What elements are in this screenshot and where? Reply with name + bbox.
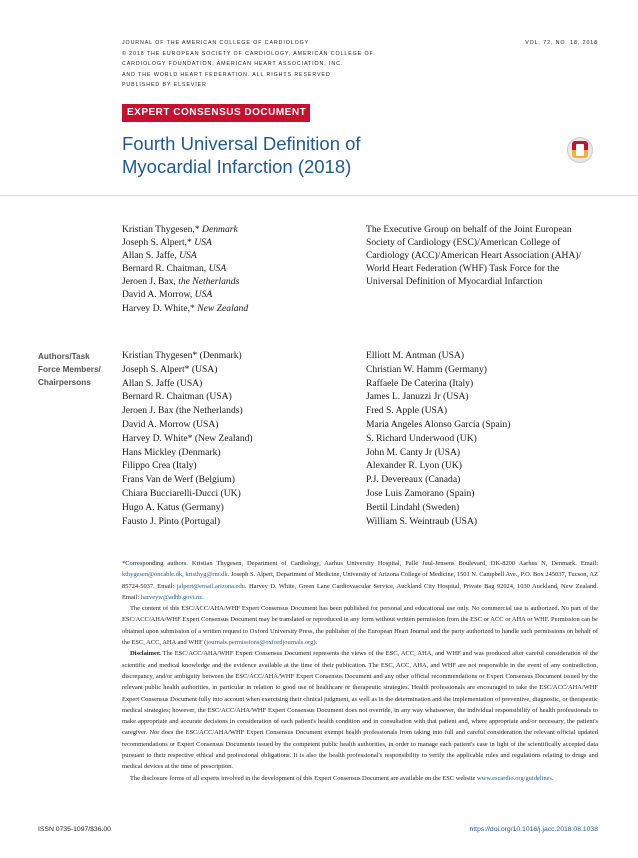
- task-force-member: Hugo A. Katus (Germany): [122, 501, 224, 513]
- task-force-label: [38, 350, 114, 389]
- volume-info: VOL. 72, NO. 18, 2018: [525, 40, 598, 46]
- task-force-member: Kristian Thygesen* (Denmark): [122, 350, 242, 361]
- email-link[interactable]: harveyw@adhb.govt.nz: [140, 593, 203, 601]
- page-title: [122, 132, 512, 178]
- footnotes: [122, 558, 598, 784]
- task-force-member: P.J. Devereaux (Canada): [366, 474, 461, 486]
- task-force-member: Filippo Crea (Italy): [122, 460, 197, 472]
- permissions-note: The content of this ESC/ACC/AHA/WHF Expert Consensus Document has been published for personal and educational use only. No commercial use is authorized. No part of the ESC/ACC/AHA/WHF Expert Consensus Document may be translated or reproduced in any form without written permission from the ESC or ACC or AHA or WHF. Permission can be obtained upon submission of a written request to Oxford University Press, the publisher of the European Heart Journal and the party authorized to handle such permissions on behalf of the ESC, ACC, AHA and WHF (journals.permissions@oxfordjournals.org).: [122, 605, 598, 647]
- divider: [0, 195, 638, 196]
- doi-link[interactable]: https://doi.org/10.1016/j.jacc.2018.08.1038: [469, 826, 598, 833]
- task-force-member: Bertil Lindahl (Sweden): [366, 501, 460, 513]
- lead-author: Joseph S. Alpert,* USA: [122, 237, 212, 249]
- lead-author: Kristian Thygesen,* Denmark: [122, 224, 238, 235]
- lead-author: Bernard R. Chaitman, USA: [122, 263, 227, 275]
- disclaimer-label: Disclaimer.: [130, 650, 161, 658]
- esc-guidelines-link[interactable]: www.escardio.org/guidelines: [477, 774, 552, 782]
- executive-group-line: Cardiology (ACC)/American Heart Association (AHA)/: [366, 250, 582, 262]
- task-force-member: Jeroen J. Bax (the Netherlands): [122, 405, 243, 417]
- task-force-member: John M. Canty Jr (USA): [366, 446, 461, 458]
- email-link[interactable]: jalpert@email.arizona.edu: [176, 582, 245, 590]
- correspondence-note: *Corresponding authors. Kristian Thygesen, Department of Cardiology, Aarhus University Hospital, Palle Juul-Jensens Boulevard, DK-8200 Aarhus N, Denmark. Email: kthygesen@oncable.dk, kristhyg@rm.dk. Joseph S. Alpert, Department of Medicine, University of Arizona College of Medicine, 1501 N. Campbell Ave., P.O. Box 245037, Tucson, AZ 85724-5037. Email: jalpert@email.arizona.edu. Harvey D. White, Green Lane Cardiovascular Service, Auckland City Hospital, Private Bag 92024, 1030 Auckland, New Zealand. Email: harveyw@adhb.govt.nz.: [122, 560, 599, 601]
- task-force-member: Joseph S. Alpert* (USA): [122, 363, 218, 375]
- lead-authors: [122, 223, 248, 315]
- disclosure-note: The disclosure forms of all experts involved in the development of this Expert Consensus Document are available on the ESC website www.escardio.org/guidelines.: [130, 774, 554, 782]
- task-force-member: Bernard R. Chaitman (USA): [122, 391, 232, 403]
- task-force-member: Hans Mickley (Denmark): [122, 446, 221, 458]
- task-force-member: Chiara Bucciarelli-Ducci (UK): [122, 487, 241, 499]
- task-force-label-line: Force Members/: [38, 365, 101, 374]
- journal-header-line: © 2018 THE EUROPEAN SOCIETY OF CARDIOLOGY, AMERICAN COLLEGE OF: [122, 50, 374, 57]
- task-force-member: Frans Van de Werf (Belgium): [122, 474, 235, 486]
- task-force-member: Elliott M. Antman (USA): [366, 350, 465, 361]
- document-type-badge: EXPERT CONSENSUS DOCUMENT: [122, 104, 310, 122]
- lead-author: Allan S. Jaffe, USA: [122, 250, 197, 262]
- permissions-email-link[interactable]: journals.permissions@oxfordjournals.org: [206, 639, 314, 647]
- executive-group-line: Universal Definition of Myocardial Infarction: [366, 276, 543, 288]
- task-force-list-right: [366, 349, 510, 528]
- disclaimer-note: Disclaimer. The ESC/ACC/AHA/WHF Expert Consensus Document represents the views of the ESC, ACC, AHA, and WHF and was produced after careful consideration of the scientific and medical knowledge and the evidence available at the time of their publication. The ESC, ACC, AHA, and WHF are not responsible in the event of any contradiction, discrepancy, and/or ambiguity between the ESC/ACC/AHA/WHF Expert Consensus Document and any other official recommendations or Expert Consensus Document issued by the relevant public health authorities, in particular in relation to good use of healthcare or therapeutic strategies. Health professionals are encouraged to take the ESC/ACC/AHA/WHF Expert Consensus Document fully into account when exercising their clinical judgment, as well as in the determination and the implementation of preventive, diagnostic, or therapeutic medical strategies; however, the ESC/ACC/AHA/WHF Expert Consensus Document does not override, in any way whatsoever, the individual responsibility of health professionals to make appropriate and accurate decisions in consideration of each patient's health condition and in consultation with that patient and, where appropriate and/or necessary, the patient's caregiver. Nor does the ESC/ACC/AHA/WHF Expert Consensus Document exempt health professionals from taking into full and careful consideration the relevant official updated recommendations or Expert Consensus Documents issued by the competent public health authorities, in order to manage each patient's case in light of the scientifically accepted data pursuant to their respective ethical and professional obligations. It is also the health professional's responsibility to verify the applicable rules and regulations relating to drugs and medical devices at the time of prescription.: [122, 650, 598, 771]
- task-force-label-line: Authors/Task: [38, 352, 90, 361]
- crossmark-bookmark-shape: [576, 144, 584, 156]
- title-line: Myocardial Infarction (2018): [122, 156, 352, 177]
- executive-group-line: Society of Cardiology (ESC)/American College of: [366, 237, 561, 249]
- journal-header-line: AND THE WORLD HEART FEDERATION. ALL RIGHTS RESERVED: [122, 71, 331, 78]
- journal-header-line: PUBLISHED BY ELSEVIER: [122, 82, 207, 89]
- task-force-member: Allan S. Jaffe (USA): [122, 377, 203, 389]
- task-force-label-line: Chairpersons: [38, 378, 91, 387]
- task-force-member: Alexander R. Lyon (UK): [366, 460, 462, 472]
- crossmark-icon[interactable]: [567, 137, 593, 163]
- lead-author: Harvey D. White,* New Zealand: [122, 302, 249, 314]
- email-link[interactable]: kristhyg@rm.dk: [185, 571, 228, 579]
- lead-author: Jeroen J. Bax, the Netherlands: [122, 276, 240, 288]
- title-line: Fourth Universal Definition of: [122, 133, 361, 154]
- executive-group-line: The Executive Group on behalf of the Joint European: [366, 224, 572, 235]
- task-force-member: Christian W. Hamm (Germany): [366, 363, 487, 375]
- task-force-list-left: [122, 349, 253, 528]
- journal-header-line: CARDIOLOGY FOUNDATION, AMERICAN HEART ASSOCIATION, INC.: [122, 61, 344, 68]
- lead-author: David A. Morrow, USA: [122, 289, 213, 301]
- task-force-member: S. Richard Underwood (UK): [366, 432, 477, 444]
- task-force-member: James L. Januzzi Jr (USA): [366, 391, 469, 403]
- executive-group: [366, 223, 598, 288]
- task-force-member: Jose Luis Zamorano (Spain): [366, 487, 475, 499]
- task-force-member: Maria Angeles Alonso Garcia (Spain): [366, 418, 511, 430]
- task-force-member: William S. Weintraub (USA): [366, 515, 478, 527]
- task-force-member: David A. Morrow (USA): [122, 418, 219, 430]
- executive-group-line: World Heart Federation (WHF) Task Force for the: [366, 263, 560, 275]
- task-force-member: Raffaele De Caterina (Italy): [366, 377, 474, 389]
- email-link[interactable]: kthygesen@oncable.dk: [122, 571, 183, 579]
- task-force-member: Fausto J. Pinto (Portugal): [122, 515, 221, 527]
- task-force-member: Harvey D. White* (New Zealand): [122, 432, 253, 444]
- journal-header-line: JOURNAL OF THE AMERICAN COLLEGE OF CARDIOLOGY: [122, 40, 310, 46]
- issn: ISSN 0735-1097/$36.00: [38, 826, 111, 833]
- task-force-member: Fred S. Apple (USA): [366, 405, 448, 417]
